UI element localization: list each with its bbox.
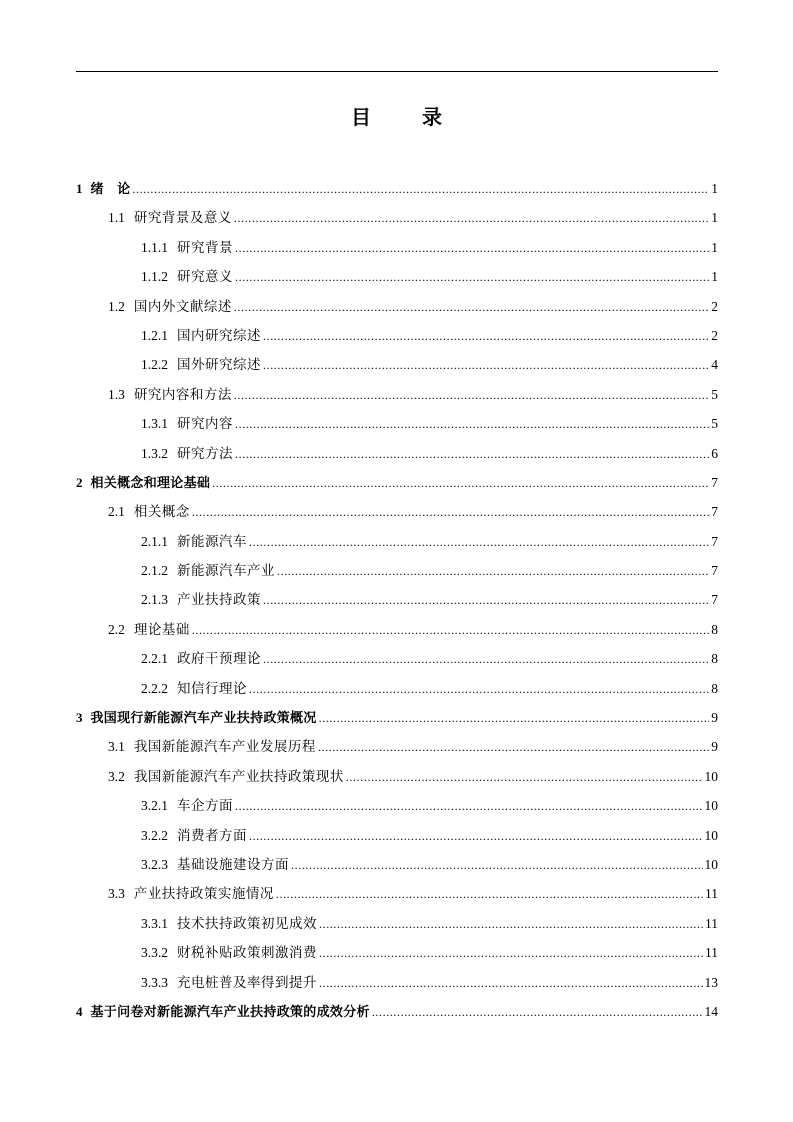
toc-page-number: 8 [711, 680, 718, 696]
toc-dot-leader [235, 410, 709, 439]
toc-entry[interactable] [76, 497, 718, 526]
toc-entry-title: 我国新能源汽车产业扶持政策现状 [133, 768, 344, 785]
toc-entry-title: 产业扶持政策 [177, 592, 261, 609]
toc-entry-title: 基于问卷对新能源汽车产业扶持政策的成效分析 [90, 1004, 370, 1020]
toc-entry[interactable] [76, 409, 718, 438]
toc-entry-number: 1.2 [108, 298, 125, 314]
toc-entry-title: 相关概念和理论基础 [90, 475, 211, 491]
toc-page-number: 2 [711, 327, 718, 343]
toc-entry[interactable] [76, 174, 718, 203]
toc-entry-title: 车企方面 [177, 798, 233, 815]
toc-dot-leader [235, 440, 709, 469]
toc-entry[interactable] [76, 850, 718, 879]
toc-entry[interactable] [76, 292, 718, 321]
toc-entry-number: 3.1 [108, 739, 125, 755]
toc-entry[interactable] [76, 527, 718, 556]
toc-entry-title: 充电桩普及率得到提升 [177, 974, 317, 991]
toc-entry[interactable] [76, 321, 718, 350]
toc-page-number: 1 [711, 269, 718, 285]
toc-dot-leader [235, 263, 709, 292]
toc-page-number: 5 [711, 386, 718, 402]
toc-entry[interactable] [76, 997, 718, 1026]
toc-entry-number: 2.1.3 [141, 592, 168, 608]
toc-dot-leader [212, 469, 709, 498]
toc-entry-title: 研究背景及意义 [133, 210, 232, 227]
toc-dot-leader [372, 998, 703, 1027]
toc-dot-leader [319, 939, 703, 968]
toc-page-number: 10 [704, 856, 718, 872]
toc-dot-leader [249, 822, 703, 851]
toc-entry-title: 国外研究综述 [177, 357, 261, 374]
toc-dot-leader [235, 792, 703, 821]
toc-dot-leader [235, 234, 709, 263]
toc-entry[interactable] [76, 732, 718, 761]
toc-dot-leader [318, 733, 709, 762]
toc-entry[interactable] [76, 703, 718, 732]
toc-dot-leader [263, 586, 709, 615]
toc-dot-leader [277, 557, 709, 586]
toc-dot-leader [291, 851, 703, 880]
toc-entry[interactable] [76, 585, 718, 614]
toc-entry-title: 技术扶持政策初见成效 [177, 915, 317, 932]
toc-page-number: 7 [711, 504, 718, 520]
toc-entry-number: 3.2 [108, 768, 125, 784]
toc-entry-number: 2.2 [108, 621, 125, 637]
toc-dot-leader [234, 381, 709, 410]
toc-entry-number: 3 [76, 710, 83, 726]
toc-entry-title: 知信行理论 [177, 680, 247, 697]
toc-page-number: 6 [711, 445, 718, 461]
toc-entry-title: 新能源汽车 [177, 533, 247, 550]
toc-page-number: 9 [711, 710, 718, 726]
toc-entry-number: 2.1.2 [141, 563, 168, 579]
toc-entry[interactable] [76, 262, 718, 291]
toc-entry-number: 3.2.2 [141, 827, 168, 843]
toc-entry-number: 3.3 [108, 886, 125, 902]
toc-entry-title: 理论基础 [133, 621, 190, 638]
toc-page-number: 1 [711, 239, 718, 255]
toc-dot-leader [234, 204, 709, 233]
toc-entry-number: 1.1.2 [141, 269, 168, 285]
toc-page-number: 10 [704, 798, 718, 814]
toc-page-number: 10 [704, 768, 718, 784]
toc-entry-title: 绪 论 [90, 182, 131, 197]
toc-page-number: 10 [704, 827, 718, 843]
toc-entry-title: 消费者方面 [177, 827, 247, 844]
toc-entry-number: 2.2.2 [141, 680, 168, 696]
toc-entry[interactable] [76, 968, 718, 997]
toc-entry-title: 基础设施建设方面 [177, 856, 289, 873]
toc-dot-leader [319, 969, 703, 998]
toc-entry-title: 国内研究综述 [177, 327, 261, 344]
toc-dot-leader [132, 175, 709, 204]
toc-entry-title: 财税补贴政策刺激消费 [177, 945, 317, 962]
toc-entry[interactable] [76, 439, 718, 468]
toc-entry[interactable] [76, 821, 718, 850]
toc-page-number: 11 [705, 915, 718, 931]
toc-entry-title: 研究背景 [177, 239, 233, 256]
toc-entry-number: 1.2.2 [141, 357, 168, 373]
toc-page-number: 11 [705, 945, 718, 961]
toc-entry-number: 1 [76, 181, 83, 196]
toc-entry[interactable] [76, 380, 718, 409]
toc-entry-number: 3.3.1 [141, 915, 168, 931]
toc-entry-number: 1.3.2 [141, 445, 168, 461]
toc-page-number: 11 [705, 886, 718, 902]
toc-entry-title: 相关概念 [133, 504, 190, 521]
toc-entry[interactable] [76, 762, 718, 791]
toc-page-number: 9 [711, 739, 718, 755]
toc-entry-title: 国内外文献综述 [133, 298, 232, 315]
toc-entry[interactable] [76, 468, 718, 497]
toc-entry-title: 我国现行新能源汽车产业扶持政策概况 [90, 711, 317, 727]
toc-entry[interactable] [76, 615, 718, 644]
toc-dot-leader [346, 763, 703, 792]
toc-entry-number: 1.2.1 [141, 327, 168, 343]
toc-entry-number: 3.2.1 [141, 798, 168, 814]
toc-entry-number: 3.3.3 [141, 974, 168, 990]
toc-entry[interactable] [76, 644, 718, 673]
toc-page-number: 4 [711, 357, 718, 373]
toc-dot-leader [319, 910, 703, 939]
toc-page-number: 7 [711, 533, 718, 549]
toc-entry-title: 政府干预理论 [177, 651, 261, 668]
toc-page-number: 1 [711, 181, 718, 196]
toc-entry[interactable] [76, 350, 718, 379]
toc-page-number: 5 [711, 416, 718, 432]
toc-entry[interactable] [76, 791, 718, 820]
toc-entry-number: 3.3.2 [141, 945, 168, 961]
toc-entry-number: 1.3.1 [141, 416, 168, 432]
toc-page-number: 14 [704, 1003, 718, 1019]
toc-page-number: 2 [711, 298, 718, 314]
toc-page-number: 8 [711, 651, 718, 667]
toc-page-number: 13 [704, 974, 718, 990]
toc-dot-leader [263, 322, 709, 351]
toc-entry[interactable] [76, 879, 718, 908]
toc-entry-number: 2.1 [108, 504, 125, 520]
toc-entry-title: 我国新能源汽车产业发展历程 [133, 739, 316, 756]
toc-entry[interactable] [76, 233, 718, 262]
toc-entry-number: 2.2.1 [141, 651, 168, 667]
toc-dot-leader [192, 616, 709, 645]
toc-dot-leader [263, 645, 709, 674]
toc-entry[interactable] [76, 203, 718, 232]
toc-entry-number: 1.3 [108, 386, 125, 402]
toc-entry-number: 3.2.3 [141, 856, 168, 872]
toc-entry-number: 1.1 [108, 210, 125, 226]
toc-page-number: 8 [711, 621, 718, 637]
toc-entry[interactable] [76, 674, 718, 703]
toc-dot-leader [192, 498, 709, 527]
toc-page-number: 7 [711, 563, 718, 579]
toc-dot-leader [263, 351, 709, 380]
toc-entry-number: 1.1.1 [141, 239, 168, 255]
toc-entry-title: 产业扶持政策实施情况 [133, 886, 274, 903]
table-of-contents [76, 174, 718, 1026]
toc-entry-title: 新能源汽车产业 [177, 563, 275, 580]
toc-entry[interactable] [76, 556, 718, 585]
toc-entry-number: 2.1.1 [141, 533, 168, 549]
page-title: 目 录 [351, 105, 464, 129]
toc-entry-number: 4 [76, 1003, 83, 1019]
toc-dot-leader [249, 528, 709, 557]
toc-dot-leader [319, 704, 710, 733]
toc-entry-title: 研究方法 [177, 445, 233, 462]
toc-entry-title: 研究内容和方法 [133, 386, 232, 403]
toc-dot-leader [276, 880, 703, 909]
toc-entry[interactable] [76, 909, 718, 938]
toc-dot-leader [249, 675, 709, 704]
toc-entry[interactable] [76, 938, 718, 967]
toc-entry-number: 2 [76, 474, 83, 490]
toc-page-number: 1 [711, 210, 718, 226]
header-rule [76, 71, 718, 72]
toc-page-number: 7 [711, 474, 718, 490]
toc-page-number: 7 [711, 592, 718, 608]
toc-dot-leader [234, 293, 709, 322]
toc-entry-title: 研究内容 [177, 416, 233, 433]
toc-entry-title: 研究意义 [177, 269, 233, 286]
